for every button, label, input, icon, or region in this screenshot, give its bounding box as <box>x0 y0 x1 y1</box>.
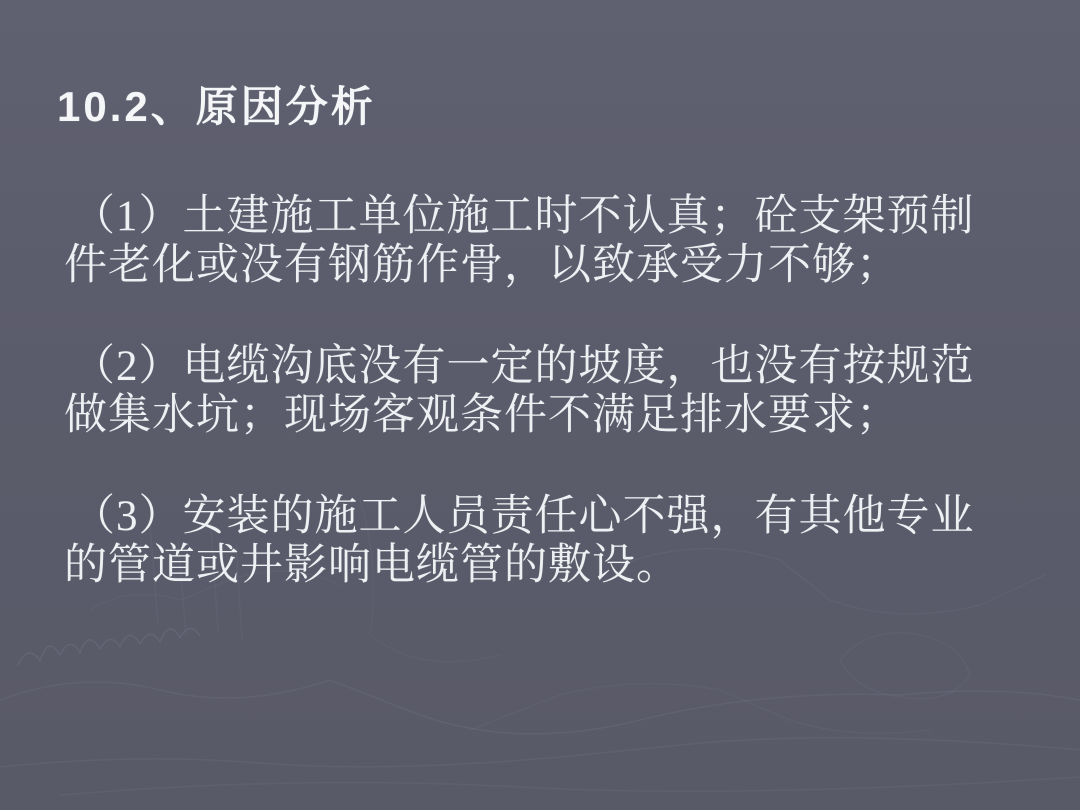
slide-title: 10.2、原因分析 <box>57 83 376 130</box>
paragraph-3 <box>64 492 1022 590</box>
paragraph-2-line-1: （2）电缆沟底没有一定的坡度，也没有按规范 <box>72 343 975 390</box>
paragraph-2 <box>64 342 1022 440</box>
slide-body <box>64 192 1022 642</box>
paragraph-3-line-2: 的管道或井影响电缆管的敷设。 <box>64 542 680 589</box>
paragraph-2-line-2: 做集水坑；现场客观条件不满足排水要求； <box>64 392 900 439</box>
paragraph-1-line-2: 件老化或没有钢筋作骨，以致承受力不够； <box>64 242 900 289</box>
paragraph-3-line-1: （3）安装的施工人员责任心不强，有其他专业 <box>72 493 975 540</box>
paragraph-1 <box>64 192 1022 290</box>
paragraph-1-line-1: （1）土建施工单位施工时不认真；砼支架预制 <box>72 193 975 240</box>
